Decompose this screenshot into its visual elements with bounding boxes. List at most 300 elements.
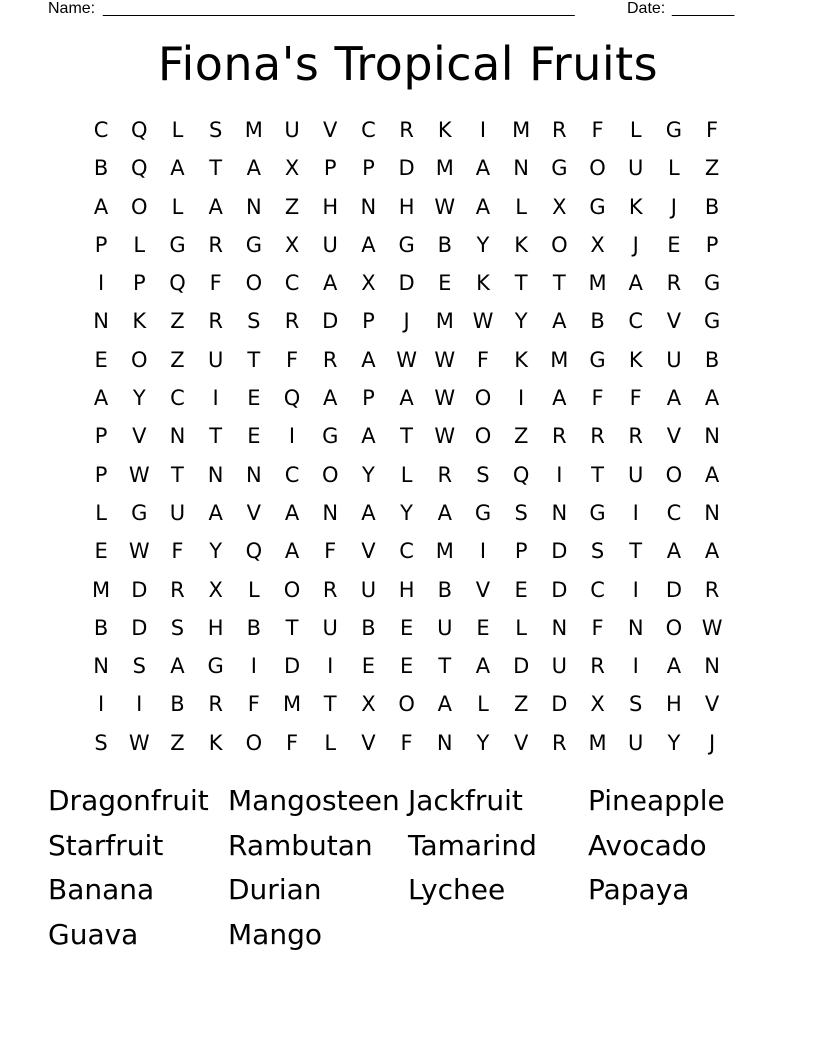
grid-letter: U bbox=[628, 730, 644, 755]
grid-letter: D bbox=[322, 309, 339, 334]
grid-letter: A bbox=[628, 271, 643, 296]
grid-letter: D bbox=[131, 615, 148, 640]
grid-letter: Q bbox=[245, 539, 263, 564]
grid-letter: E bbox=[94, 347, 108, 372]
grid-letter: Z bbox=[513, 424, 529, 449]
grid-letter: P bbox=[94, 424, 108, 449]
grid-letter: E bbox=[667, 232, 681, 257]
grid-letter: A bbox=[666, 386, 682, 411]
grid-letter: S bbox=[476, 462, 490, 487]
grid-letter: H bbox=[666, 692, 682, 717]
grid-letter: A bbox=[437, 692, 452, 717]
grid-letter: G bbox=[589, 194, 606, 219]
grid-letter: W bbox=[434, 347, 456, 372]
grid-letter: W bbox=[434, 194, 456, 219]
grid-letter: E bbox=[514, 577, 528, 602]
grid-letter: J bbox=[632, 232, 639, 257]
grid-letter: S bbox=[514, 500, 528, 525]
grid-letter: R bbox=[322, 347, 338, 372]
grid-letter: I bbox=[632, 654, 639, 679]
grid-letter: W bbox=[472, 309, 494, 334]
grid-letter: N bbox=[551, 615, 568, 640]
grid-letter: Z bbox=[170, 347, 185, 372]
grid-letter: W bbox=[434, 424, 456, 449]
grid-letter: V bbox=[704, 692, 720, 717]
grid-letter: D bbox=[283, 654, 301, 679]
grid-letter: A bbox=[704, 539, 720, 564]
grid-letter: L bbox=[668, 156, 680, 181]
grid-letter: H bbox=[398, 577, 415, 602]
grid-letter: Q bbox=[131, 118, 148, 142]
grid-letter: T bbox=[438, 654, 452, 679]
grid-letter: V bbox=[323, 118, 338, 142]
grid-letter: O bbox=[665, 615, 683, 640]
grid-letter: K bbox=[208, 730, 223, 755]
grid-letter: O bbox=[131, 194, 148, 219]
word-list-item: Avocado bbox=[588, 828, 707, 862]
word-list-item: Tamarind bbox=[408, 828, 537, 862]
grid-letter: O bbox=[245, 271, 263, 296]
grid-letter: E bbox=[476, 615, 490, 640]
name-blank-line: _____________________________________________________ bbox=[103, 0, 575, 17]
grid-letter: X bbox=[284, 232, 300, 257]
grid-letter: G bbox=[131, 500, 148, 525]
grid-letter: J bbox=[670, 194, 677, 219]
grid-letter: R bbox=[590, 654, 605, 679]
grid-letter: F bbox=[591, 118, 604, 142]
name-label: Name: bbox=[48, 0, 96, 17]
word-list-item: Mango bbox=[228, 918, 322, 952]
grid-letter: P bbox=[514, 539, 528, 564]
grid-letter: A bbox=[361, 232, 376, 257]
grid-letter: N bbox=[436, 730, 453, 755]
grid-letter: I bbox=[518, 386, 525, 411]
grid-letter: M bbox=[435, 539, 454, 564]
grid-letter: J bbox=[403, 309, 410, 334]
grid-letter: H bbox=[207, 615, 224, 640]
grid-letter: W bbox=[701, 615, 723, 640]
grid-letter: A bbox=[475, 654, 491, 679]
grid-letter: M bbox=[588, 730, 607, 755]
grid-letter: M bbox=[512, 118, 531, 142]
grid-letter: O bbox=[551, 232, 568, 257]
grid-letter: A bbox=[284, 500, 300, 525]
grid-letter: O bbox=[589, 156, 606, 181]
grid-letter: C bbox=[93, 118, 109, 142]
grid-letter: N bbox=[93, 654, 109, 679]
grid-letter: T bbox=[629, 539, 643, 564]
grid-letter: F bbox=[629, 386, 642, 411]
grid-letter: S bbox=[170, 615, 185, 640]
grid-letter: R bbox=[399, 118, 414, 142]
grid-letter: V bbox=[132, 424, 147, 449]
grid-letter: Q bbox=[512, 462, 530, 487]
word-list-item: Rambutan bbox=[228, 828, 373, 862]
grid-letter: B bbox=[93, 156, 109, 181]
grid-letter: G bbox=[589, 500, 606, 525]
grid-letter: T bbox=[591, 462, 604, 487]
grid-letter: L bbox=[400, 462, 413, 487]
grid-letter: B bbox=[437, 232, 452, 257]
grid-letter: A bbox=[704, 386, 720, 411]
grid-letter: Y bbox=[476, 730, 490, 755]
letter-grid bbox=[82, 111, 731, 762]
grid-letter: A bbox=[475, 194, 491, 219]
grid-letter: P bbox=[94, 462, 108, 487]
grid-letter: K bbox=[514, 232, 529, 257]
grid-letter: R bbox=[704, 577, 720, 602]
grid-letter: S bbox=[208, 118, 223, 142]
grid-letter: W bbox=[128, 462, 150, 487]
grid-letter: Y bbox=[476, 232, 490, 257]
grid-letter: N bbox=[245, 462, 262, 487]
grid-letter: N bbox=[513, 156, 530, 181]
grid-letter: Y bbox=[400, 500, 413, 525]
grid-letter: Y bbox=[132, 386, 146, 411]
grid-letter: R bbox=[552, 424, 567, 449]
grid-letter: O bbox=[665, 462, 683, 487]
grid-letter: O bbox=[245, 730, 263, 755]
date-blank-line: _______ bbox=[672, 0, 735, 17]
grid-letter: T bbox=[323, 692, 337, 717]
grid-letter: D bbox=[513, 654, 530, 679]
grid-letter: T bbox=[552, 271, 566, 296]
grid-letter: X bbox=[361, 692, 376, 717]
grid-letter: V bbox=[361, 730, 376, 755]
grid-letter: P bbox=[362, 386, 375, 411]
date-label: Date: bbox=[627, 0, 666, 17]
grid-letter: D bbox=[551, 539, 568, 564]
grid-letter: M bbox=[435, 156, 454, 181]
grid-letter: L bbox=[171, 194, 184, 219]
grid-letter: F bbox=[400, 730, 413, 755]
grid-letter: F bbox=[476, 347, 490, 372]
grid-letter: E bbox=[438, 271, 452, 296]
word-list-item: Mangosteen bbox=[228, 784, 400, 817]
grid-letter: O bbox=[398, 692, 415, 717]
grid-letter: A bbox=[208, 500, 223, 525]
grid-letter: K bbox=[628, 347, 643, 372]
page-title: Fiona's Tropical Fruits bbox=[157, 37, 659, 91]
grid-letter: L bbox=[515, 615, 527, 640]
grid-letter: E bbox=[361, 654, 376, 679]
grid-letter: N bbox=[704, 500, 720, 525]
grid-letter: N bbox=[704, 654, 720, 679]
grid-letter: U bbox=[360, 577, 377, 602]
grid-letter: O bbox=[283, 577, 301, 602]
grid-letter: L bbox=[247, 577, 260, 602]
grid-letter: A bbox=[170, 654, 185, 679]
grid-letter: X bbox=[208, 577, 223, 602]
grid-letter: C bbox=[399, 539, 414, 564]
grid-letter: I bbox=[632, 500, 639, 525]
grid-letter: E bbox=[247, 424, 261, 449]
grid-letter: A bbox=[208, 194, 223, 219]
grid-letter: N bbox=[207, 462, 224, 487]
grid-letter: J bbox=[708, 730, 716, 755]
grid-letter: B bbox=[170, 692, 185, 717]
grid-letter: U bbox=[551, 654, 568, 679]
word-list-item: Papaya bbox=[588, 873, 690, 907]
grid-letter: L bbox=[515, 194, 527, 219]
grid-letter: W bbox=[434, 386, 456, 411]
grid-letter: B bbox=[704, 347, 720, 372]
grid-letter: D bbox=[398, 271, 415, 296]
grid-letter: P bbox=[94, 232, 108, 257]
grid-letter: G bbox=[322, 424, 339, 449]
grid-letter: N bbox=[627, 615, 644, 640]
grid-letter: F bbox=[591, 615, 604, 640]
word-list-item: Guava bbox=[48, 918, 139, 952]
grid-letter: S bbox=[629, 692, 643, 717]
grid-letter: D bbox=[131, 577, 148, 602]
grid-letter: T bbox=[171, 462, 184, 487]
grid-letter: R bbox=[628, 424, 644, 449]
grid-letter: B bbox=[704, 194, 720, 219]
grid-letter: A bbox=[93, 386, 109, 411]
grid-letter: N bbox=[93, 309, 109, 334]
grid-letter: M bbox=[92, 577, 111, 602]
grid-letter: A bbox=[170, 156, 185, 181]
grid-letter: Q bbox=[169, 271, 186, 296]
grid-letter: R bbox=[322, 577, 338, 602]
grid-letter: F bbox=[209, 271, 222, 296]
grid-letter: R bbox=[170, 577, 185, 602]
grid-letter: R bbox=[590, 424, 605, 449]
grid-letter: M bbox=[282, 692, 302, 717]
grid-letter: V bbox=[666, 424, 682, 449]
grid-letter: N bbox=[360, 194, 377, 219]
grid-letter: C bbox=[170, 386, 185, 411]
grid-letter: K bbox=[476, 271, 490, 296]
grid-letter: U bbox=[207, 347, 224, 372]
grid-letter: V bbox=[246, 500, 262, 525]
grid-letter: F bbox=[591, 386, 604, 411]
grid-letter: Y bbox=[209, 539, 223, 564]
grid-letter: P bbox=[362, 156, 375, 181]
grid-letter: C bbox=[628, 309, 644, 334]
grid-letter: I bbox=[136, 692, 143, 717]
grid-letter: E bbox=[94, 539, 108, 564]
grid-letter: A bbox=[666, 654, 682, 679]
grid-letter: C bbox=[361, 118, 376, 142]
grid-letter: K bbox=[132, 309, 147, 334]
grid-letter: A bbox=[399, 386, 414, 411]
grid-letter: I bbox=[212, 386, 219, 411]
grid-letter: I bbox=[288, 424, 296, 449]
grid-letter: C bbox=[284, 271, 300, 296]
grid-letter: A bbox=[552, 386, 567, 411]
grid-letter: M bbox=[244, 118, 263, 142]
grid-letter: F bbox=[285, 347, 299, 372]
grid-letter: B bbox=[93, 615, 109, 640]
grid-letter: U bbox=[437, 615, 453, 640]
grid-letter: R bbox=[552, 730, 567, 755]
grid-letter: C bbox=[666, 500, 682, 525]
grid-letter: N bbox=[704, 424, 720, 449]
grid-letter: V bbox=[361, 539, 376, 564]
grid-letter: S bbox=[590, 539, 605, 564]
grid-letter: Z bbox=[170, 309, 185, 334]
grid-letter: L bbox=[171, 118, 184, 142]
grid-letter: U bbox=[322, 232, 338, 257]
grid-letter: B bbox=[246, 615, 262, 640]
grid-letter: F bbox=[285, 730, 299, 755]
grid-letter: Q bbox=[131, 156, 148, 181]
grid-letter: E bbox=[399, 615, 414, 640]
grid-letter: L bbox=[324, 730, 337, 755]
grid-letter: S bbox=[94, 730, 108, 755]
grid-letter: S bbox=[247, 309, 261, 334]
grid-letter: M bbox=[435, 309, 454, 334]
grid-letter: K bbox=[628, 194, 643, 219]
word-list-item: Jackfruit bbox=[408, 784, 523, 817]
grid-letter: X bbox=[361, 271, 376, 296]
grid-letter: Y bbox=[514, 309, 528, 334]
grid-letter: U bbox=[666, 347, 682, 372]
grid-letter: L bbox=[133, 232, 146, 257]
grid-letter: A bbox=[475, 156, 491, 181]
grid-letter: Z bbox=[704, 156, 720, 181]
grid-letter: A bbox=[323, 271, 338, 296]
grid-letter: A bbox=[246, 156, 262, 181]
grid-letter: I bbox=[97, 271, 105, 296]
grid-letter: N bbox=[551, 500, 568, 525]
grid-letter: I bbox=[556, 462, 563, 487]
grid-letter: T bbox=[285, 615, 299, 640]
grid-letter: T bbox=[514, 271, 528, 296]
grid-letter: K bbox=[437, 118, 452, 142]
grid-letter: P bbox=[705, 232, 719, 257]
grid-letter: P bbox=[323, 156, 337, 181]
grid-letter: L bbox=[95, 500, 107, 525]
grid-letter: K bbox=[514, 347, 529, 372]
word-list bbox=[48, 779, 768, 958]
grid-letter: P bbox=[132, 271, 146, 296]
grid-letter: A bbox=[361, 424, 376, 449]
grid-letter: V bbox=[475, 577, 491, 602]
grid-letter: G bbox=[703, 309, 721, 334]
grid-letter: E bbox=[399, 654, 414, 679]
grid-letter: O bbox=[131, 347, 148, 372]
grid-letter: Z bbox=[284, 194, 300, 219]
grid-letter: R bbox=[284, 309, 300, 334]
word-list-item: Lychee bbox=[408, 873, 506, 907]
word-list-item: Dragonfruit bbox=[48, 784, 209, 817]
grid-letter: A bbox=[93, 194, 109, 219]
grid-letter: G bbox=[589, 347, 606, 372]
grid-letter: R bbox=[437, 462, 453, 487]
grid-letter: U bbox=[169, 500, 186, 525]
grid-letter: G bbox=[398, 232, 415, 257]
grid-letter: O bbox=[321, 462, 339, 487]
grid-letter: I bbox=[250, 654, 257, 679]
grid-letter: U bbox=[322, 615, 338, 640]
grid-letter: A bbox=[704, 462, 720, 487]
grid-letter: H bbox=[398, 194, 415, 219]
grid-letter: S bbox=[132, 654, 146, 679]
grid-letter: A bbox=[666, 539, 682, 564]
grid-letter: L bbox=[477, 692, 489, 717]
grid-letter: B bbox=[437, 577, 452, 602]
word-list-item: Pineapple bbox=[588, 784, 725, 817]
grid-letter: T bbox=[247, 347, 261, 372]
grid-letter: D bbox=[398, 156, 415, 181]
word-list-item: Banana bbox=[48, 873, 155, 907]
grid-letter: G bbox=[169, 232, 186, 257]
grid-letter: R bbox=[208, 309, 223, 334]
grid-letter: C bbox=[284, 462, 300, 487]
grid-letter: H bbox=[322, 194, 339, 219]
grid-letter: D bbox=[551, 692, 568, 717]
grid-letter: M bbox=[588, 271, 607, 296]
grid-letter: A bbox=[361, 347, 376, 372]
grid-letter: B bbox=[361, 615, 376, 640]
grid-letter: W bbox=[396, 347, 417, 372]
grid-letter: I bbox=[97, 692, 105, 717]
grid-letter: F bbox=[171, 539, 184, 564]
grid-letter: A bbox=[552, 309, 567, 334]
grid-letter: G bbox=[207, 654, 224, 679]
word-list-item: Durian bbox=[228, 873, 322, 907]
word-list-item: Starfruit bbox=[48, 828, 164, 862]
grid-letter: T bbox=[209, 156, 223, 181]
grid-letter: R bbox=[552, 118, 567, 142]
grid-letter: F bbox=[324, 539, 337, 564]
grid-letter: F bbox=[706, 118, 719, 142]
grid-letter: W bbox=[128, 539, 150, 564]
grid-letter: C bbox=[590, 577, 605, 602]
grid-letter: N bbox=[169, 424, 186, 449]
grid-letter: Z bbox=[170, 730, 185, 755]
grid-letter: R bbox=[208, 692, 223, 717]
grid-letter: E bbox=[247, 386, 261, 411]
grid-letter: U bbox=[284, 118, 300, 142]
grid-letter: A bbox=[284, 539, 300, 564]
grid-letter: Q bbox=[283, 386, 301, 411]
grid-letter: A bbox=[361, 500, 376, 525]
grid-letter: U bbox=[628, 156, 644, 181]
grid-letter: N bbox=[245, 194, 262, 219]
grid-letter: T bbox=[209, 424, 223, 449]
grid-letter: Y bbox=[667, 730, 681, 755]
grid-letter: M bbox=[550, 347, 569, 372]
grid-letter: Y bbox=[361, 462, 375, 487]
grid-letter: X bbox=[552, 194, 567, 219]
grid-letter: X bbox=[284, 156, 300, 181]
grid-letter: F bbox=[247, 692, 260, 717]
grid-letter: G bbox=[474, 500, 492, 525]
grid-letter: G bbox=[703, 271, 721, 296]
grid-letter: X bbox=[590, 232, 605, 257]
grid-letter: G bbox=[245, 232, 262, 257]
grid-letter: U bbox=[628, 462, 644, 487]
grid-letter: A bbox=[437, 500, 452, 525]
grid-letter: G bbox=[665, 118, 683, 142]
grid-letter: N bbox=[322, 500, 339, 525]
grid-letter: O bbox=[474, 424, 492, 449]
grid-letter: L bbox=[629, 118, 642, 142]
grid-letter: P bbox=[362, 309, 375, 334]
grid-letter: I bbox=[327, 654, 334, 679]
grid-letter: B bbox=[590, 309, 605, 334]
grid-letter: X bbox=[590, 692, 605, 717]
grid-letter: T bbox=[400, 424, 413, 449]
grid-letter: R bbox=[666, 271, 682, 296]
grid-letter: G bbox=[551, 156, 568, 181]
grid-letter: I bbox=[479, 539, 487, 564]
grid-letter: V bbox=[513, 730, 529, 755]
